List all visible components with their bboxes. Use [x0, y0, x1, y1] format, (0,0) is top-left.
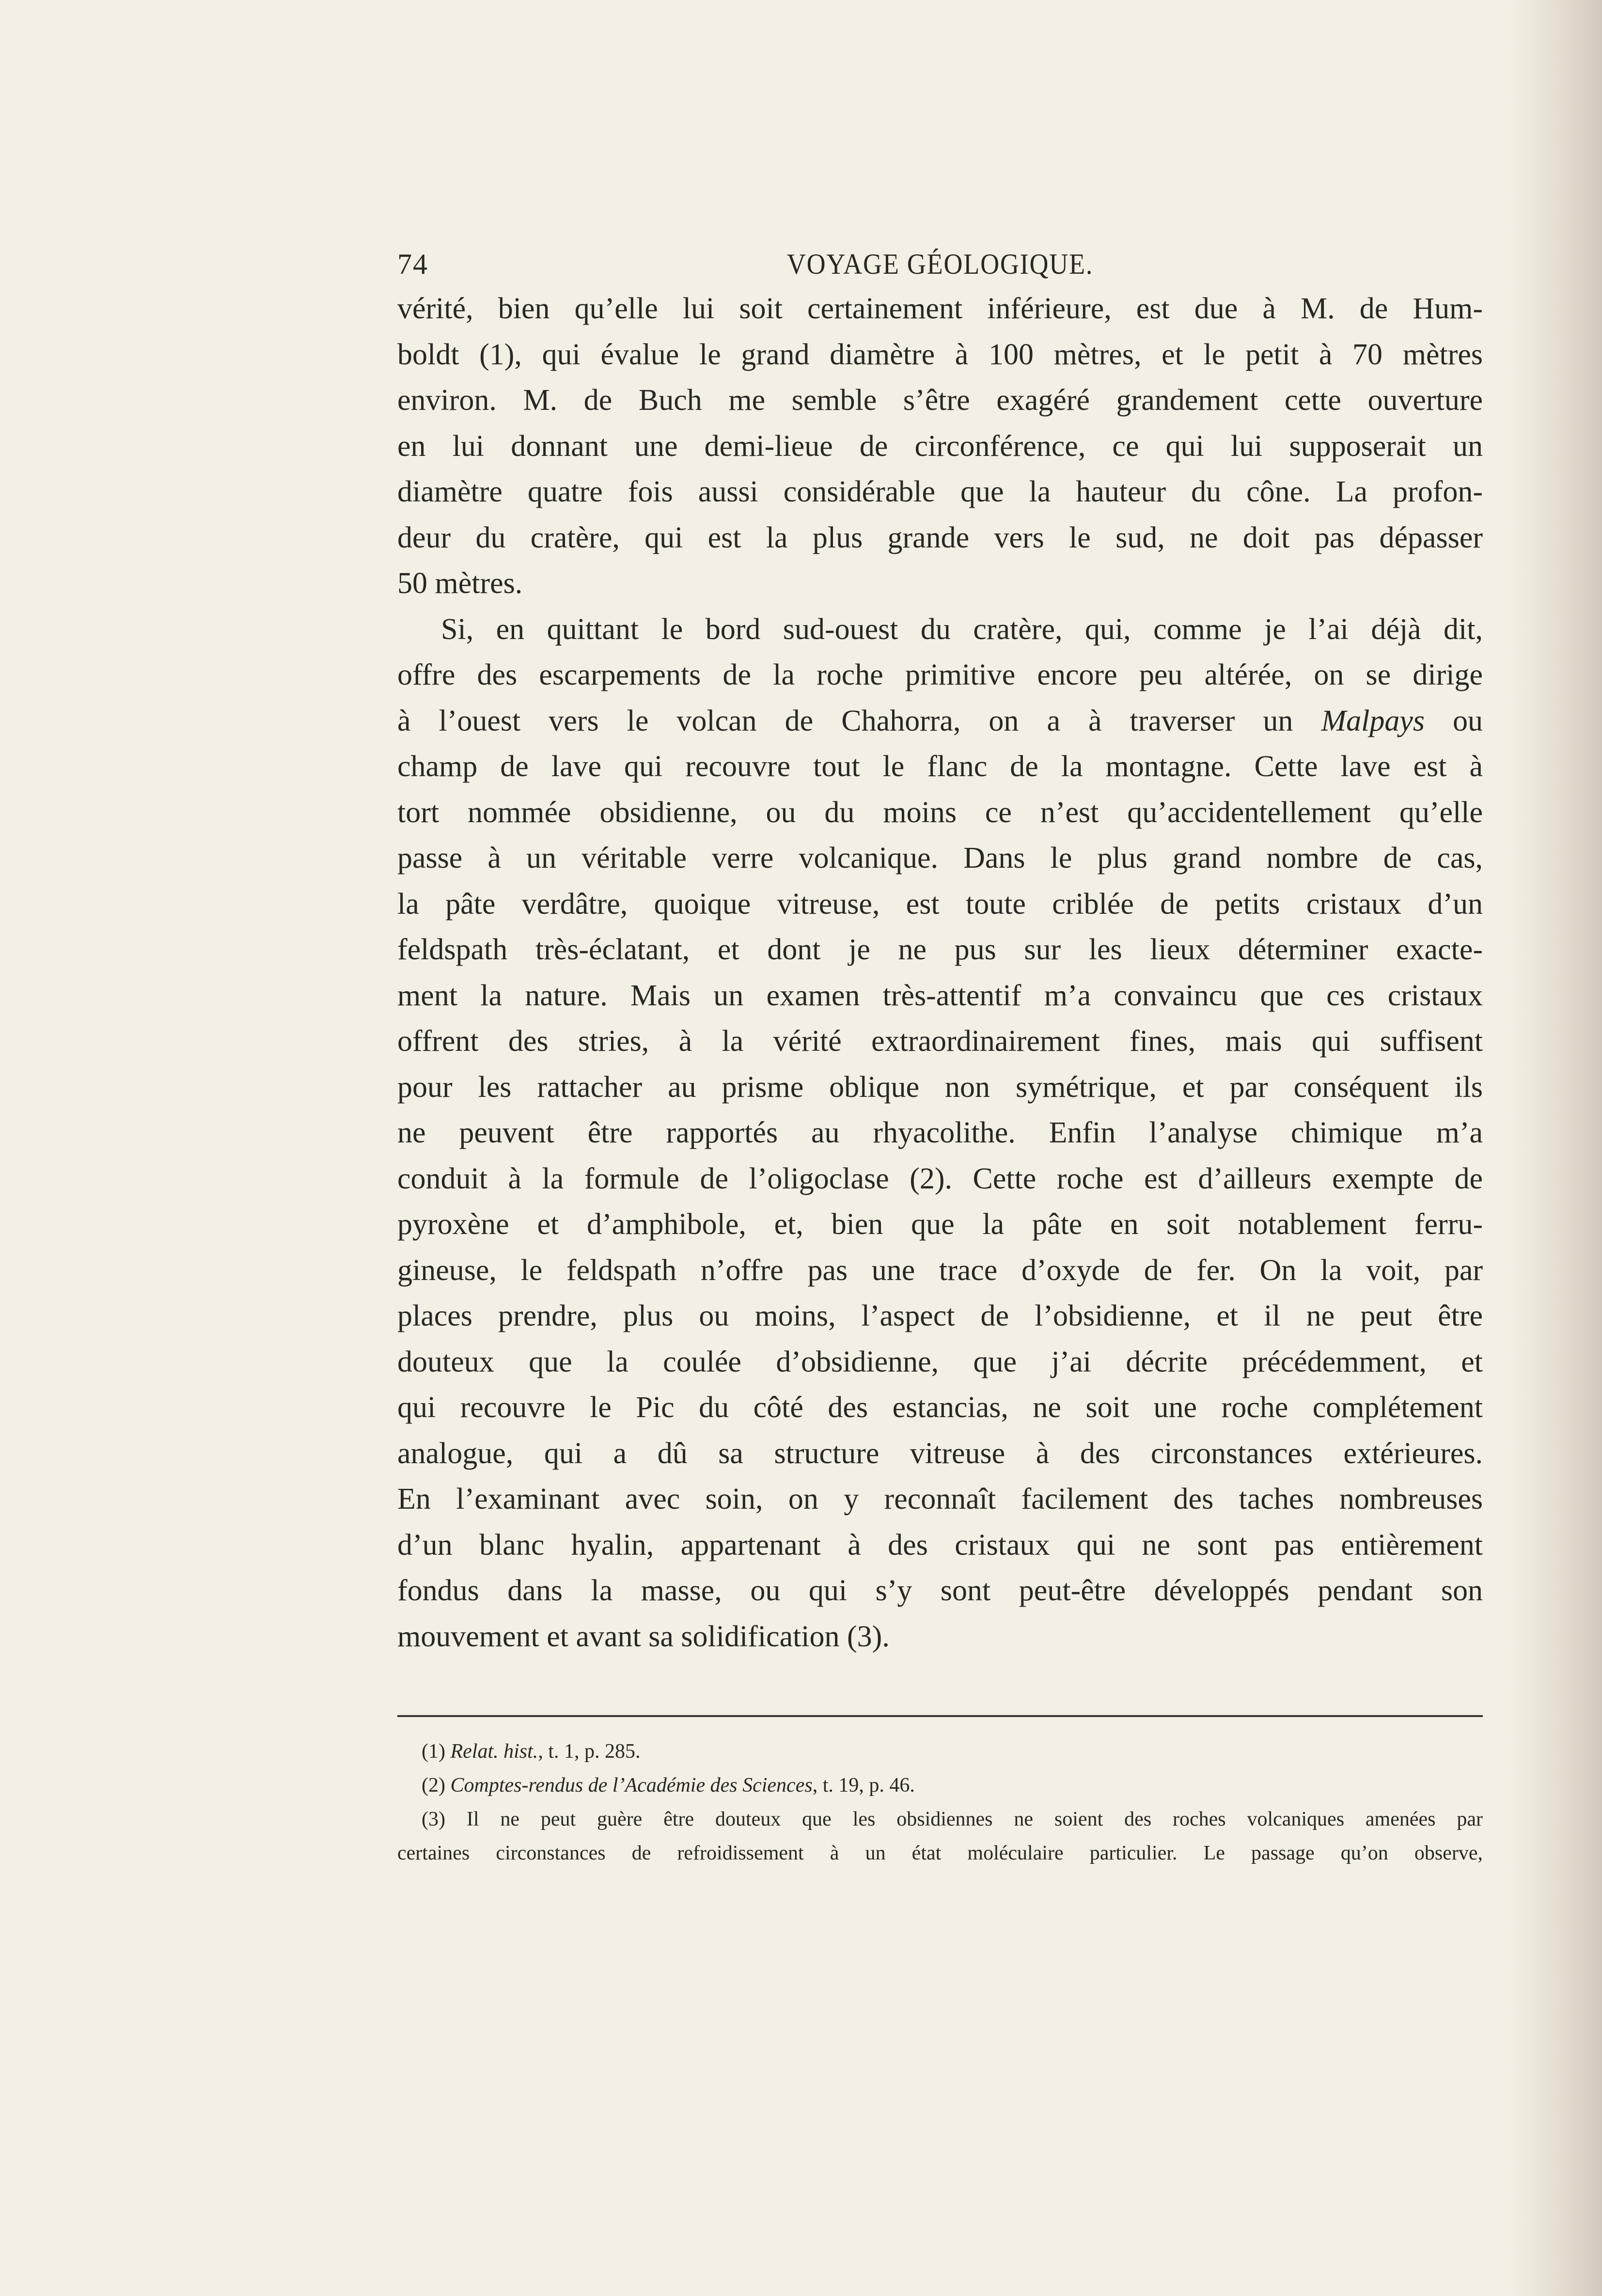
text-line: ment la nature. Mais un examen très-attentif m’a convaincu que ces cristaux: [397, 979, 1483, 1012]
footnotes: [397, 1734, 1483, 1870]
text-line: douteux que la coulée d’obsidienne, que j’ai décrite précédemment, et: [397, 1345, 1483, 1378]
paragraph-2: [397, 607, 1483, 1660]
text-line: conduit à la formule de l’oligoclase (2). Cette roche est d’ailleurs exempte de: [397, 1162, 1483, 1195]
text-line: passe à un véritable verre volcanique. Dans le plus grand nombre de cas,: [397, 842, 1483, 875]
footnote-1: [397, 1734, 1483, 1768]
text-line: environ. M. de Buch me semble s’être exagéré grandement cette ouverture: [397, 384, 1483, 417]
text-line: pour les rattacher au prisme oblique non symétrique, et par conséquent ils: [397, 1070, 1483, 1104]
text-line: ne peuvent être rapportés au rhyacolithe. Enfin l’analyse chimique m’a: [397, 1116, 1483, 1149]
page-number: 74: [397, 248, 428, 280]
text-line: gineuse, le feldspath n’offre pas une trace d’oxyde de fer. On la voit, par: [397, 1253, 1483, 1287]
text-segment: à l’ouest vers le volcan de Chahorra, on a à traverser un: [397, 704, 1293, 737]
footnote-reference: , t. 19, p. 46.: [812, 1774, 915, 1796]
text-line: d’un blanc hyalin, appartenant à des cristaux qui ne sont pas entièrement: [397, 1528, 1483, 1562]
footnote-reference: , t. 1, p. 285.: [538, 1740, 641, 1763]
text-line-malpays: [397, 698, 1483, 744]
footnote-rule: [397, 1715, 1483, 1717]
malpays-term: Malpays: [1321, 704, 1425, 737]
text-line: offrent des stries, à la vérité extraordinairement fines, mais qui suffisent: [397, 1025, 1483, 1058]
text-line: tort nommée obsidienne, ou du moins ce n’est qu’accidentellement qu’elle: [397, 796, 1483, 829]
text-line: places prendre, plus ou moins, l’aspect de l’obsidienne, et il ne peut être: [397, 1299, 1483, 1332]
text-line: pyroxène et d’amphibole, et, bien que la pâte en soit notablement ferru-: [397, 1208, 1483, 1241]
text-line: vérité, bien qu’elle lui soit certainement inférieure, est due à M. de Hum-: [397, 292, 1483, 325]
text-line: offre des escarpements de la roche primitive encore peu altérée, on se dirige: [397, 658, 1483, 691]
text-line: deur du cratère, qui est la plus grande vers le sud, ne doit pas dépasser: [397, 521, 1483, 554]
footnote-source: Comptes-rendus de l’Académie des Sciences: [450, 1774, 813, 1796]
footnote-number: (1): [422, 1740, 445, 1763]
footnote-3-line-1: (3) Il ne peut guère être douteux que les obsidiennes ne soient des roches volcaniques amenées par: [422, 1808, 1483, 1830]
text-line: champ de lave qui recouvre tout le flanc de la montagne. Cette lave est à: [397, 750, 1483, 783]
text-line: En l’examinant avec soin, on y reconnaît facilement des taches nombreuses: [397, 1483, 1483, 1515]
footnote-source: Relat. hist.: [450, 1740, 538, 1763]
paragraph-1: [397, 286, 1483, 607]
text-line: 50 mètres.: [397, 567, 523, 600]
text-line: analogue, qui a dû sa structure vitreuse à des circonstances extérieures.: [397, 1437, 1483, 1470]
page-edge-shadow: [1510, 0, 1602, 2296]
book-page: [397, 242, 1483, 1864]
footnote-number: (2): [422, 1774, 445, 1796]
body-text: [397, 286, 1483, 1659]
text-line: boldt (1), qui évalue le grand diamètre à 100 mètres, et le petit à 70 mètres: [397, 338, 1483, 371]
text-line: mouvement et avant sa solidification (3).: [397, 1620, 890, 1653]
text-line: feldspath très-éclatant, et dont je ne pus sur les lieux déterminer exacte-: [397, 933, 1483, 966]
text-segment: ou: [1424, 704, 1483, 737]
text-line: Si, en quittant le bord sud-ouest du cratère, qui, comme je l’ai déjà dit,: [441, 612, 1483, 646]
text-line: qui recouvre le Pic du côté des estancias, ne soit une roche complétement: [397, 1391, 1483, 1424]
running-head: [397, 242, 1483, 286]
text-line: en lui donnant une demi-lieue de circonférence, ce qui lui supposerait un: [397, 429, 1483, 463]
running-title: VOYAGE GÉOLOGIQUE.: [786, 248, 1094, 280]
text-line: la pâte verdâtre, quoique vitreuse, est toute criblée de petits cristaux d’un: [397, 887, 1483, 921]
text-line: diamètre quatre fois aussi considérable que la hauteur du cône. La profon-: [397, 475, 1483, 508]
footnote-3-line-2: certaines circonstances de refroidissement à un état moléculaire particulier. Le passage qu’on observe,: [397, 1842, 1483, 1864]
text-line: fondus dans la masse, ou qui s’y sont peut-être développés pendant son: [397, 1574, 1483, 1607]
footnote-2: [397, 1768, 1483, 1802]
